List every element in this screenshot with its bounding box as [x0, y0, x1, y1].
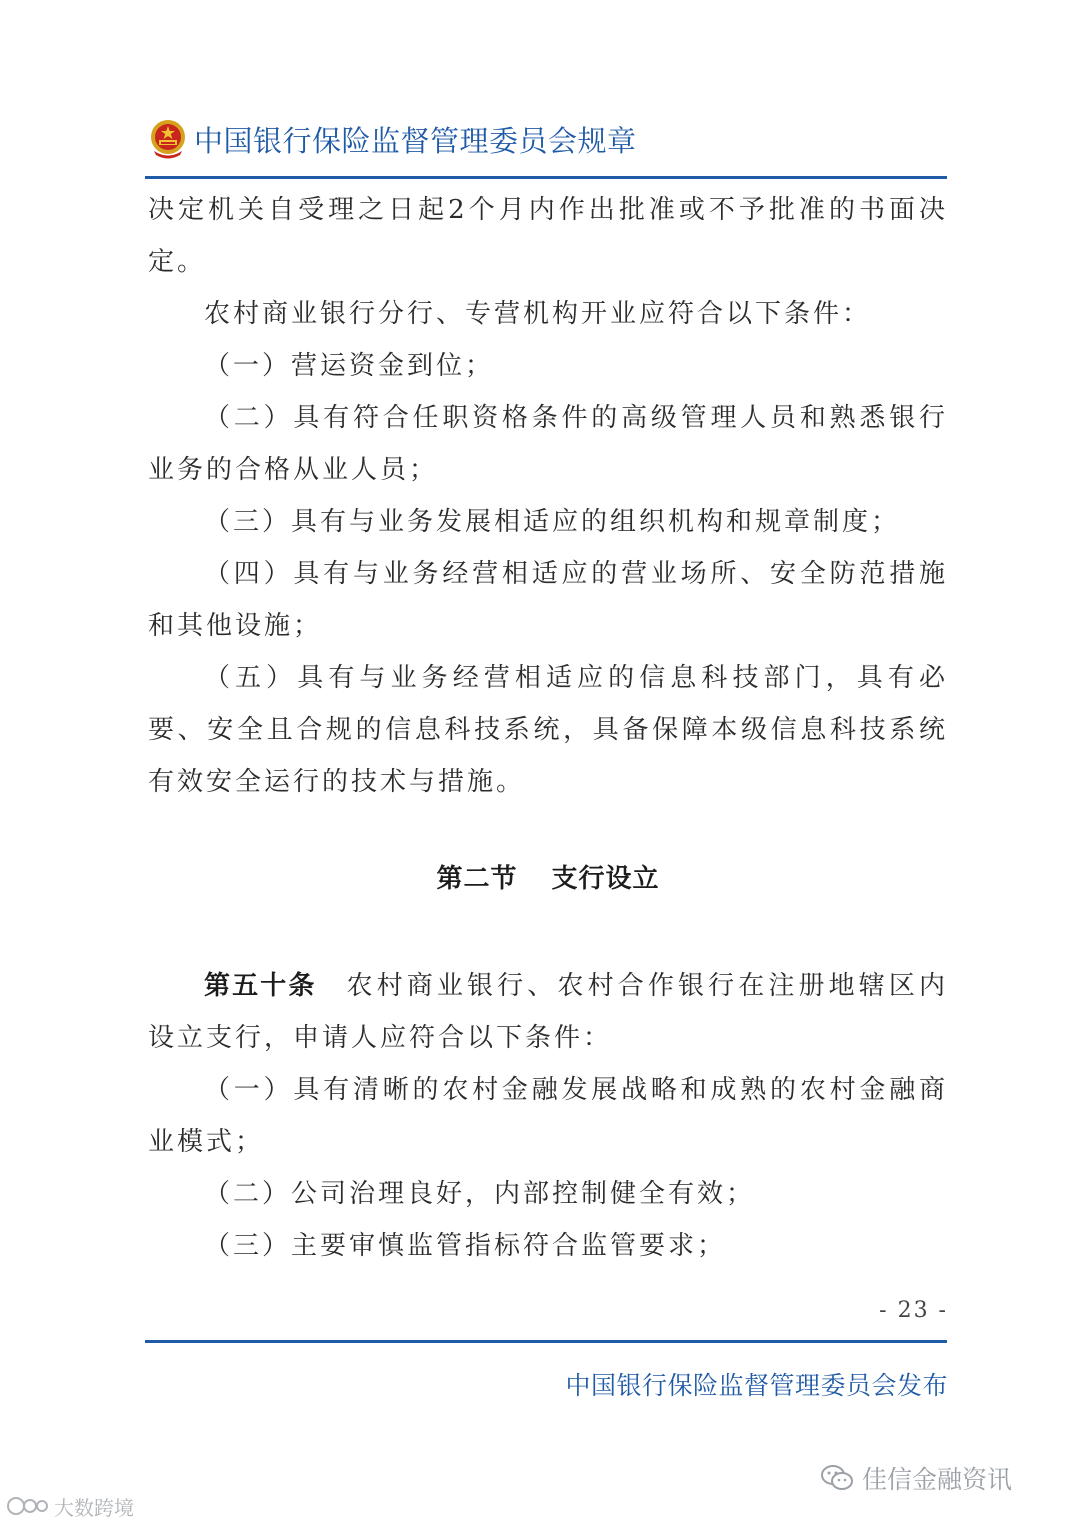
watermark-right-text: 佳信金融资讯	[862, 1465, 1013, 1494]
page-header	[148, 114, 948, 164]
section-title	[148, 858, 948, 895]
national-emblem-icon	[148, 118, 188, 160]
paragraph-continuation: 决定机关自受理之日起2个月内作出批准或不予批准的书面决定。	[148, 195, 948, 277]
article-label: 第五十条	[204, 971, 317, 1001]
watermark-right	[820, 1456, 1060, 1500]
watermark-left-text: 大数跨境	[54, 1495, 134, 1520]
condition-item-2: （二）具有符合任职资格条件的高级管理人员和熟悉银行业务的合格从业人员；	[148, 403, 948, 485]
watermark-left	[6, 1490, 186, 1522]
condition-item-5: （五）具有与业务经营相适应的信息科技部门，具有必要、安全且合规的信息科技系统，具备保障本级信息科技系统有效安全运行的技术与措施。	[148, 663, 948, 797]
condition-item-1: （一）营运资金到位；	[204, 351, 495, 381]
logo-icon	[6, 1494, 50, 1518]
page-number: - 23 -	[879, 1298, 948, 1323]
footer-rule	[145, 1340, 947, 1343]
article-intro	[148, 960, 948, 1064]
footer-publisher: 中国银行保险监督管理委员会发布	[565, 1371, 948, 1400]
body-text	[148, 184, 948, 808]
wechat-icon	[820, 1463, 854, 1493]
header-title: 中国银行保险监督管理委员会规章	[194, 123, 637, 158]
article-item-1: （一）具有清晰的农村金融发展战略和成熟的农村金融商业模式；	[148, 1075, 948, 1157]
condition-item-4: （四）具有与业务经营相适应的营业场所、安全防范措施和其他设施；	[148, 559, 948, 641]
section-number: 第二节	[436, 864, 518, 894]
section-name: 支行设立	[551, 864, 660, 894]
paragraph-branch-conditions: 农村商业银行分行、专营机构开业应符合以下条件：	[204, 299, 872, 329]
article-item-3: （三）主要审慎监管指标符合监管要求；	[204, 1231, 727, 1261]
condition-item-3: （三）具有与业务发展相适应的组织机构和规章制度；	[204, 507, 901, 537]
header-rule	[145, 176, 947, 179]
article-50	[148, 960, 948, 1272]
article-item-2: （二）公司治理良好，内部控制健全有效；	[204, 1179, 756, 1209]
article-intro-text: 农村商业银行、农村合作银行在注册地辖区内设立支行，申请人应符合以下条件：	[148, 971, 948, 1053]
